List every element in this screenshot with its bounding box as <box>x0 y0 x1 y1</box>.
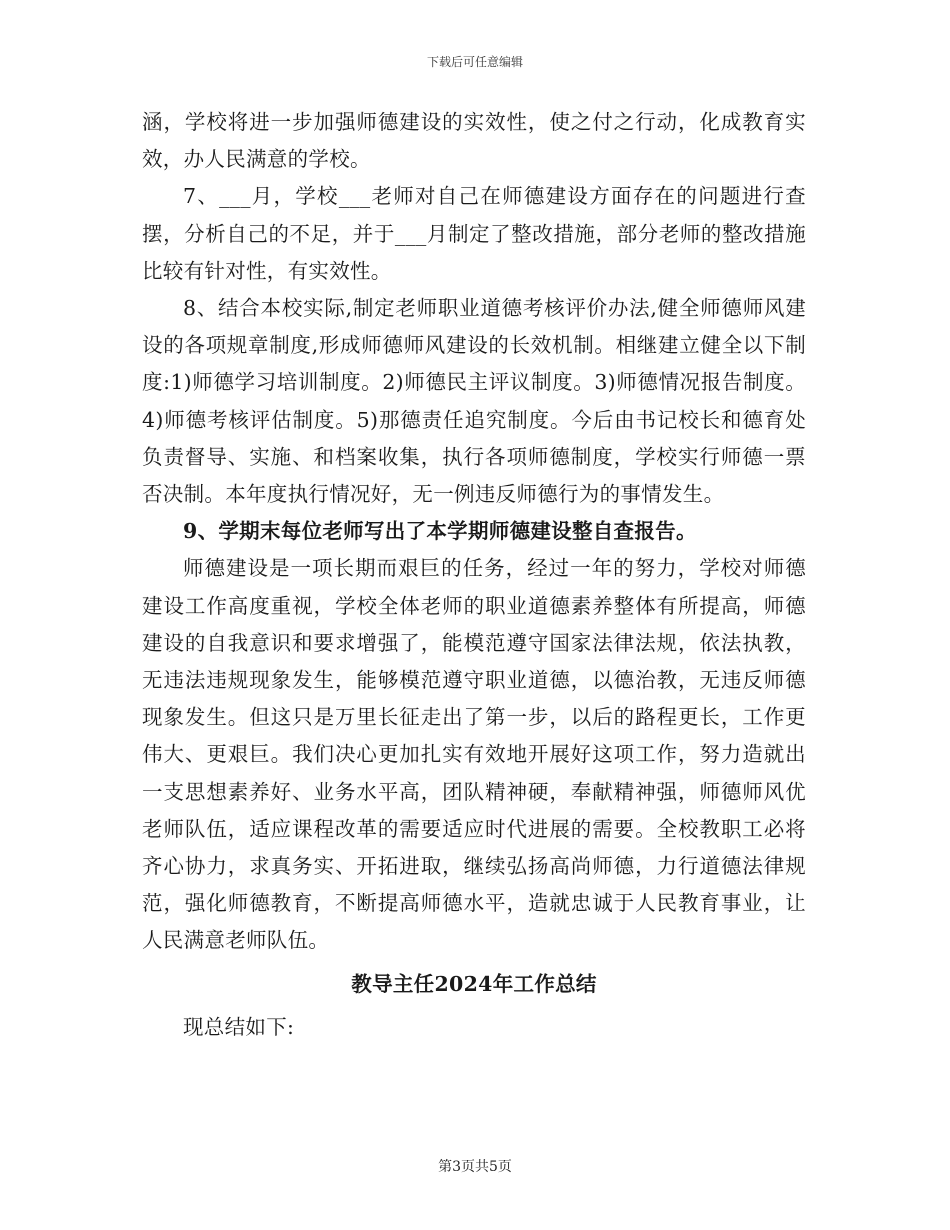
paragraph-item-8: 8、结合本校实际,制定老师职业道德考核评价办法,健全师德师风建设的各项规章制度,形成师德师风建设的长效机制。相继建立健全以下制度:1)师德学习培训制度。2)师德民主评议制度。3)师德情况报告制度。4)师德考核评估制度。5)那德责任追究制度。今后由书记校长和德育处负责督导、实施、和档案收集，执行各项师德制度，学校实行师德一票否决制。本年度执行情况好，无一例违反师德行为的事情发生。 <box>142 296 806 507</box>
paragraph-item-7: 7、___月，学校___老师对自己在师德建设方面存在的问题进行查摆，分析自己的不足，并于___月制定了整改措施，部分老师的整改措施比较有针对性，有实效性。 <box>142 184 806 283</box>
section-title: 教导主任2024年工作总结 <box>351 971 597 996</box>
paragraph-item-9: 9、学期末每位老师写出了本学期师德建设整自查报告。 <box>183 519 697 544</box>
paragraph-intro: 现总结如下: <box>183 1014 295 1039</box>
document-body <box>142 104 806 1046</box>
paragraph-continuation: 涵，学校将进一步加强师德建设的实效性，使之付之行动，化成教育实效，办人民满意的学校。 <box>142 110 806 172</box>
page-footer: 第3页共5页 <box>438 1159 512 1175</box>
paragraph-conclusion: 师德建设是一项长期而艰巨的任务，经过一年的努力，学校对师德建设工作高度重视，学校全体老师的职业道德素养整体有所提高，师德建设的自我意识和要求增强了，能模范遵守国家法律法规，依法执教，无违法违规现象发生，能够模范遵守职业道德，以德治教，无违反师德现象发生。但这只是万里长征走出了第一步，以后的路程更长，工作更伟大、更艰巨。我们决心更加扎实有效地开展好这项工作，努力造就出一支思想素养好、业务水平高，团队精神硬，奉献精神强，师德师风优老师队伍，适应课程改革的需要适应时代进展的需要。全校教职工必将齐心协力，求真务实、开拓进取，继续弘扬高尚师德，力行道德法律规范，强化师德教育，不断提高师德水平，造就忠诚于人民教育事业，让人民满意老师队伍。 <box>142 556 806 953</box>
page-header: 下载后可任意编辑 <box>426 55 523 69</box>
